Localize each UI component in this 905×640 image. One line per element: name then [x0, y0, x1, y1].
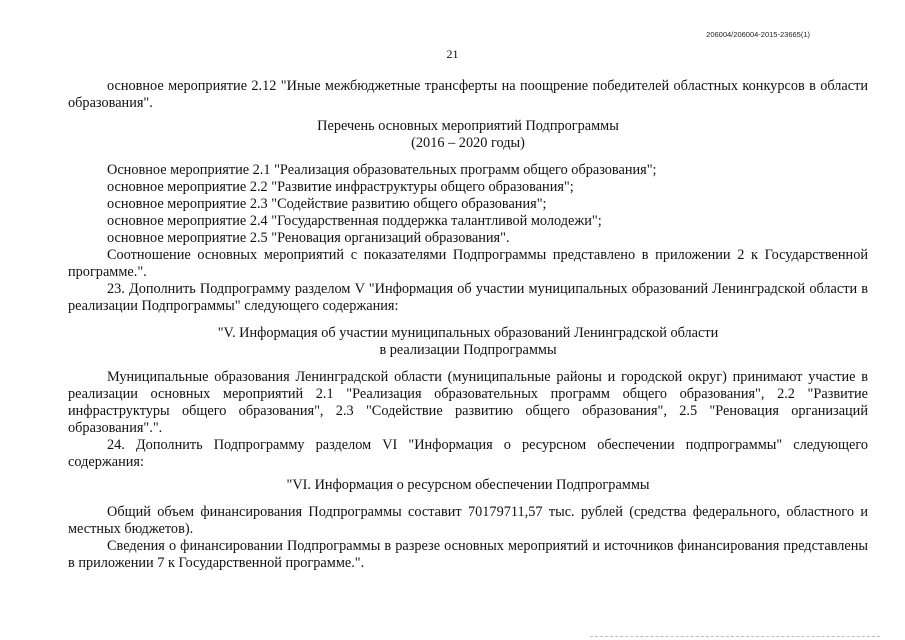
scan-edge-mark: [590, 636, 880, 638]
paragraph-financing-details: Сведения о финансировании Подпрограммы в разрезе основных мероприятий и источников финансирования представлены в приложении 7 к Государственной программе.".: [68, 538, 868, 571]
list-item: основное мероприятие 2.5 "Реновация организаций образования".: [107, 230, 510, 246]
paragraph-item-24: 24. Дополнить Подпрограмму разделом VI "Информация о ресурсном обеспечении подпрограммы" следующего содержания:: [68, 437, 868, 470]
document-id: 206004/206004-2015-23665(1): [706, 30, 810, 39]
list-item: основное мероприятие 2.2 "Развитие инфраструктуры общего образования";: [107, 179, 574, 195]
heading-section-vi: "VI. Информация о ресурсном обеспечении Подпрограммы: [286, 477, 650, 493]
list-item: Основное мероприятие 2.1 "Реализация образовательных программ общего образования";: [107, 162, 657, 178]
paragraph-financing-total: Общий объем финансирования Подпрограммы составит 70179711,57 тыс. рублей (средства федерального, областного и местных бюджетов).: [68, 504, 868, 537]
heading-section-v-line2: в реализации Подпрограммы: [379, 342, 557, 358]
paragraph-item-23: 23. Дополнить Подпрограмму разделом V "Информация об участии муниципальных образований Ленинградской области в реализации Подпрограммы" следующего содержания:: [68, 281, 868, 314]
heading-measures-years: (2016 – 2020 годы): [411, 135, 525, 151]
heading-section-v-line1: "V. Информация об участии муниципальных образований Ленинградской области: [217, 325, 719, 341]
list-item: основное мероприятие 2.3 "Содействие развитию общего образования";: [107, 196, 547, 212]
list-item: основное мероприятие 2.4 "Государственная поддержка талантливой молодежи";: [107, 213, 602, 229]
page-number: 21: [446, 47, 459, 61]
paragraph-ratio: Соотношение основных мероприятий с показателями Подпрограммы представлено в приложении 2 к Государственной программе.".: [68, 247, 868, 280]
heading-measures-list: Перечень основных мероприятий Подпрограммы: [317, 118, 619, 134]
paragraph-municipalities: Муниципальные образования Ленинградской области (муниципальные районы и городской округ) принимают участие в реализации основных мероприятий 2.1 "Реализация образовательных программ общего образования", 2.2 "Развитие инфраструктуры общего образования", 2.3 "Содействие развитию общего образования", 2.5 "Реновация организаций образования".".: [68, 369, 868, 436]
paragraph-measure-2-12: основное мероприятие 2.12 "Иные межбюджетные трансферты на поощрение победителей областных конкурсов в области образования".: [68, 78, 868, 111]
document-body: [68, 78, 868, 572]
